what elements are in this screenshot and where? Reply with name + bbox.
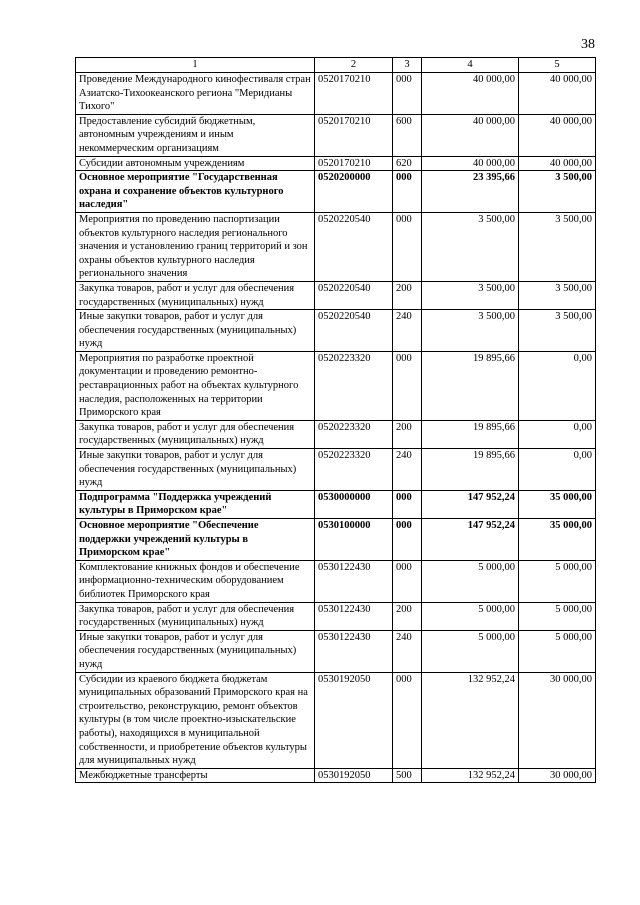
row-name-cell: Подпрограмма "Поддержка учреждений культуры в Приморском крае" <box>76 490 315 518</box>
table-row <box>76 310 596 352</box>
row-type-cell: 000 <box>393 672 422 768</box>
row-value-1-cell: 5 000,00 <box>422 602 519 630</box>
table-row <box>76 114 596 156</box>
row-name-cell: Предоставление субсидий бюджетным, автономным учреждениям и иным некоммерческим организациям <box>76 114 315 156</box>
row-name-cell: Проведение Международного кинофестиваля стран Азиатско-Тихоокеанского региона "Меридианы Тихого" <box>76 73 315 115</box>
row-name-cell: Субсидии автономным учреждениям <box>76 156 315 171</box>
table-row <box>76 630 596 672</box>
row-type-cell: 200 <box>393 281 422 309</box>
row-value-1-cell: 40 000,00 <box>422 114 519 156</box>
row-value-1-cell: 3 500,00 <box>422 212 519 281</box>
row-value-1-cell: 19 895,66 <box>422 449 519 491</box>
row-value-2-cell: 40 000,00 <box>519 114 596 156</box>
table-row <box>76 281 596 309</box>
row-value-1-cell: 23 395,66 <box>422 171 519 213</box>
table-row <box>76 449 596 491</box>
row-name-cell: Межбюджетные трансферты <box>76 768 315 783</box>
table-row <box>76 73 596 115</box>
row-type-cell: 500 <box>393 768 422 783</box>
row-value-1-cell: 19 895,66 <box>422 351 519 420</box>
row-code-cell: 0520220540 <box>315 281 393 309</box>
table-row <box>76 602 596 630</box>
row-value-2-cell: 3 500,00 <box>519 212 596 281</box>
row-type-cell: 000 <box>393 519 422 561</box>
row-code-cell: 0530000000 <box>315 490 393 518</box>
row-value-1-cell: 40 000,00 <box>422 73 519 115</box>
row-type-cell: 620 <box>393 156 422 171</box>
row-type-cell: 000 <box>393 73 422 115</box>
row-value-2-cell: 0,00 <box>519 351 596 420</box>
row-code-cell: 0520170210 <box>315 73 393 115</box>
row-name-cell: Иные закупки товаров, работ и услуг для обеспечения государственных (муниципальных) нужд <box>76 449 315 491</box>
table-row <box>76 768 596 783</box>
row-code-cell: 0520220540 <box>315 310 393 352</box>
table-row <box>76 351 596 420</box>
row-type-cell: 000 <box>393 212 422 281</box>
row-value-1-cell: 147 952,24 <box>422 519 519 561</box>
table-row <box>76 171 596 213</box>
row-value-2-cell: 3 500,00 <box>519 171 596 213</box>
row-value-2-cell: 30 000,00 <box>519 672 596 768</box>
row-code-cell: 0520223320 <box>315 420 393 448</box>
row-name-cell: Иные закупки товаров, работ и услуг для обеспечения государственных (муниципальных) нужд <box>76 310 315 352</box>
page-number: 38 <box>581 37 595 52</box>
row-value-2-cell: 30 000,00 <box>519 768 596 783</box>
row-value-2-cell: 3 500,00 <box>519 310 596 352</box>
row-value-2-cell: 35 000,00 <box>519 490 596 518</box>
table-row <box>76 212 596 281</box>
row-value-2-cell: 35 000,00 <box>519 519 596 561</box>
table-row <box>76 672 596 768</box>
table-row <box>76 519 596 561</box>
row-name-cell: Закупка товаров, работ и услуг для обеспечения государственных (муниципальных) нужд <box>76 281 315 309</box>
row-type-cell: 240 <box>393 449 422 491</box>
row-name-cell: Закупка товаров, работ и услуг для обеспечения государственных (муниципальных) нужд <box>76 420 315 448</box>
column-header: 3 <box>393 58 422 73</box>
table-row <box>76 420 596 448</box>
column-header: 1 <box>76 58 315 73</box>
row-type-cell: 240 <box>393 310 422 352</box>
row-value-1-cell: 147 952,24 <box>422 490 519 518</box>
row-code-cell: 0530192050 <box>315 768 393 783</box>
row-name-cell: Комплектование книжных фондов и обеспечение информационно-техническим оборудованием библиотек Приморского края <box>76 560 315 602</box>
header-row <box>76 58 596 73</box>
column-header: 2 <box>315 58 393 73</box>
row-value-1-cell: 132 952,24 <box>422 768 519 783</box>
row-code-cell: 0520200000 <box>315 171 393 213</box>
row-value-1-cell: 3 500,00 <box>422 281 519 309</box>
row-value-1-cell: 19 895,66 <box>422 420 519 448</box>
row-name-cell: Мероприятия по разработке проектной документации и проведению ремонтно-реставрационных работ на объектах культурного наследия, расположенных на территории Приморского края <box>76 351 315 420</box>
row-code-cell: 0520223320 <box>315 449 393 491</box>
row-value-2-cell: 3 500,00 <box>519 281 596 309</box>
row-type-cell: 000 <box>393 560 422 602</box>
row-name-cell: Субсидии из краевого бюджета бюджетам муниципальных образований Приморского края на строительство, реконструкцию, ремонт объектов культуры (в том числе проектно-изыскательские работы), находящихся в муниципальной собственности, и приобретение объектов культуры для муниципальных нужд <box>76 672 315 768</box>
row-name-cell: Мероприятия по проведению паспортизации объектов культурного наследия регионального значения и установлению границ территорий и зон охраны объектов культурного наследия регионального значения <box>76 212 315 281</box>
row-code-cell: 0530100000 <box>315 519 393 561</box>
column-header: 5 <box>519 58 596 73</box>
row-value-2-cell: 5 000,00 <box>519 560 596 602</box>
table-row <box>76 156 596 171</box>
row-value-1-cell: 132 952,24 <box>422 672 519 768</box>
row-type-cell: 000 <box>393 171 422 213</box>
column-header: 4 <box>422 58 519 73</box>
row-code-cell: 0530122430 <box>315 630 393 672</box>
row-value-2-cell: 40 000,00 <box>519 156 596 171</box>
row-value-1-cell: 3 500,00 <box>422 310 519 352</box>
row-value-1-cell: 5 000,00 <box>422 560 519 602</box>
table-body <box>76 73 596 783</box>
row-type-cell: 000 <box>393 351 422 420</box>
row-name-cell: Иные закупки товаров, работ и услуг для обеспечения государственных (муниципальных) нужд <box>76 630 315 672</box>
table-row <box>76 560 596 602</box>
row-name-cell: Основное мероприятие "Государственная охрана и сохранение объектов культурного наследия" <box>76 171 315 213</box>
row-code-cell: 0530122430 <box>315 602 393 630</box>
row-value-2-cell: 5 000,00 <box>519 630 596 672</box>
row-type-cell: 240 <box>393 630 422 672</box>
row-code-cell: 0520220540 <box>315 212 393 281</box>
row-code-cell: 0530122430 <box>315 560 393 602</box>
row-code-cell: 0520223320 <box>315 351 393 420</box>
row-code-cell: 0520170210 <box>315 114 393 156</box>
row-value-2-cell: 0,00 <box>519 420 596 448</box>
row-code-cell: 0520170210 <box>315 156 393 171</box>
budget-table <box>75 57 596 783</box>
row-code-cell: 0530192050 <box>315 672 393 768</box>
row-name-cell: Закупка товаров, работ и услуг для обеспечения государственных (муниципальных) нужд <box>76 602 315 630</box>
row-name-cell: Основное мероприятие "Обеспечение поддержки учреждений культуры в Приморском крае" <box>76 519 315 561</box>
row-type-cell: 200 <box>393 420 422 448</box>
row-value-2-cell: 40 000,00 <box>519 73 596 115</box>
row-value-1-cell: 40 000,00 <box>422 156 519 171</box>
row-type-cell: 600 <box>393 114 422 156</box>
row-value-2-cell: 0,00 <box>519 449 596 491</box>
row-type-cell: 200 <box>393 602 422 630</box>
table-row <box>76 490 596 518</box>
row-value-2-cell: 5 000,00 <box>519 602 596 630</box>
row-value-1-cell: 5 000,00 <box>422 630 519 672</box>
row-type-cell: 000 <box>393 490 422 518</box>
